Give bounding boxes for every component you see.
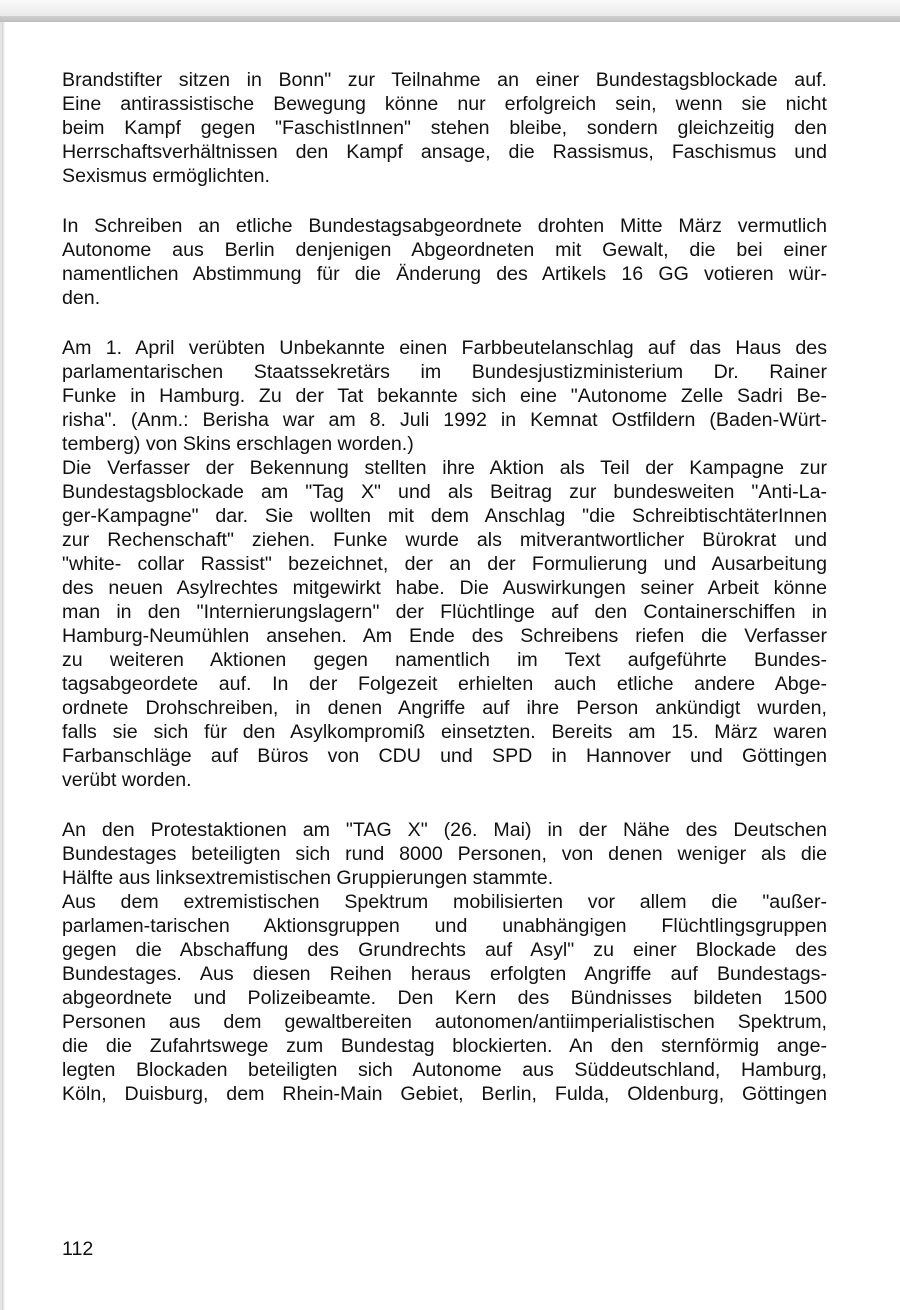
text-line: legten Blockaden beteiligten sich Autonome aus Süddeutschland, Hamburg, — [62, 1059, 827, 1081]
text-line: Sexismus ermöglichten. — [62, 165, 270, 187]
scan-top-edge — [0, 0, 900, 20]
text-line: Am 1. April verübten Unbekannte einen Farbbeutelanschlag auf das Haus des — [62, 337, 827, 359]
paragraph-1 — [62, 68, 827, 188]
text-line: Brandstifter sitzen in Bonn" zur Teilnahme an einer Bundestagsblockade auf. — [62, 69, 827, 91]
text-line: Hamburg-Neumühlen ansehen. Am Ende des Schreibens riefen die Verfasser — [62, 625, 827, 647]
paragraph-2 — [62, 214, 827, 310]
page-number: 112 — [62, 1238, 94, 1260]
text-line: falls sie sich für den Asylkompromiß einsetzten. Bereits am 15. März waren — [62, 721, 827, 743]
text-line: Bundestages. Aus diesen Reihen heraus erfolgten Angriffe auf Bundestags- — [62, 963, 827, 985]
text-line: ger-Kampagne" dar. Sie wollten mit dem Anschlag "die SchreibtischtäterInnen — [62, 505, 827, 527]
text-line: tagsabgeordete auf. In der Folgezeit erhielten auch etliche andere Abge- — [62, 673, 827, 695]
text-line: Aus dem extremistischen Spektrum mobilisierten vor allem die "außer- — [62, 891, 827, 913]
text-line: namentlichen Abstimmung für die Änderung des Artikels 16 GG votieren wür- — [62, 263, 827, 285]
text-line: den. — [62, 287, 101, 309]
text-line: In Schreiben an etliche Bundestagsabgeordnete drohten Mitte März vermutlich — [62, 215, 827, 237]
text-line: "white- collar Rassist" bezeichnet, der an der Formulierung und Ausarbeitung — [62, 553, 827, 575]
text-line: Bundestagsblockade am "Tag X" und als Beitrag zur bundesweiten "Anti-La- — [62, 481, 827, 503]
text-line: gegen die Abschaffung des Grundrechts auf Asyl" zu einer Blockade des — [62, 939, 827, 961]
text-line: temberg) von Skins erschlagen worden.) — [62, 433, 414, 455]
text-line: abgeordnete und Polizeibeamte. Den Kern des Bündnisses bildeten 1500 — [62, 987, 827, 1009]
text-line: des neuen Asylrechtes mitgewirkt habe. Die Auswirkungen seiner Arbeit könne — [62, 577, 827, 599]
text-line: zu weiteren Aktionen gegen namentlich im Text aufgeführte Bundes- — [62, 649, 827, 671]
text-line: risha". (Anm.: Berisha war am 8. Juli 1992 in Kemnat Ostfildern (Baden-Würt- — [62, 409, 827, 431]
text-line: Herrschaftsverhältnissen den Kampf ansage, die Rassismus, Faschismus und — [62, 141, 827, 163]
text-line: ordnete Drohschreiben, in denen Angriffe auf ihre Person ankündigt wurden, — [62, 697, 827, 719]
text-line: Personen aus dem gewaltbereiten autonomen/antiimperialistischen Spektrum, — [62, 1011, 827, 1033]
text-line: parlamentarischen Staatssekretärs im Bundesjustizministerium Dr. Rainer — [62, 361, 827, 383]
body-text — [62, 68, 827, 1106]
text-line: Funke in Hamburg. Zu der Tat bekannte sich eine "Autonome Zelle Sadri Be- — [62, 385, 827, 407]
paragraph-4 — [62, 818, 827, 1106]
text-line: zur Rechenschaft" ziehen. Funke wurde als mitverantwortlicher Bürokrat und — [62, 529, 827, 551]
text-line: beim Kampf gegen "FaschistInnen" stehen bleibe, sondern gleichzeitig den — [62, 117, 827, 139]
text-line: Köln, Duisburg, dem Rhein-Main Gebiet, Berlin, Fulda, Oldenburg, Göttingen — [62, 1083, 827, 1105]
text-line: Hälfte aus linksextremistischen Gruppierungen stammte. — [62, 867, 554, 889]
paragraph-3 — [62, 336, 827, 792]
text-line: Farbanschläge auf Büros von CDU und SPD in Hannover und Göttingen — [62, 745, 827, 767]
text-line: verübt worden. — [62, 769, 192, 791]
text-line: Eine antirassistische Bewegung könne nur erfolgreich sein, wenn sie nicht — [62, 93, 827, 115]
text-line: Autonome aus Berlin denjenigen Abgeordneten mit Gewalt, die bei einer — [62, 239, 827, 261]
text-line: man in den "Internierungslagern" der Flüchtlinge auf den Containerschiffen in — [62, 601, 827, 623]
text-line: parlamen-tarischen Aktionsgruppen und unabhängigen Flüchtlingsgruppen — [62, 915, 827, 937]
text-line: Die Verfasser der Bekennung stellten ihre Aktion als Teil der Kampagne zur — [62, 457, 827, 479]
text-line: die die Zufahrtswege zum Bundestag blockierten. An den sternförmig ange- — [62, 1035, 827, 1057]
text-line: An den Protestaktionen am "TAG X" (26. Mai) in der Nähe des Deutschen — [62, 819, 827, 841]
text-line: Bundestages beteiligten sich rund 8000 Personen, von denen weniger als die — [62, 843, 827, 865]
page-edge-shadow — [2, 22, 5, 1310]
